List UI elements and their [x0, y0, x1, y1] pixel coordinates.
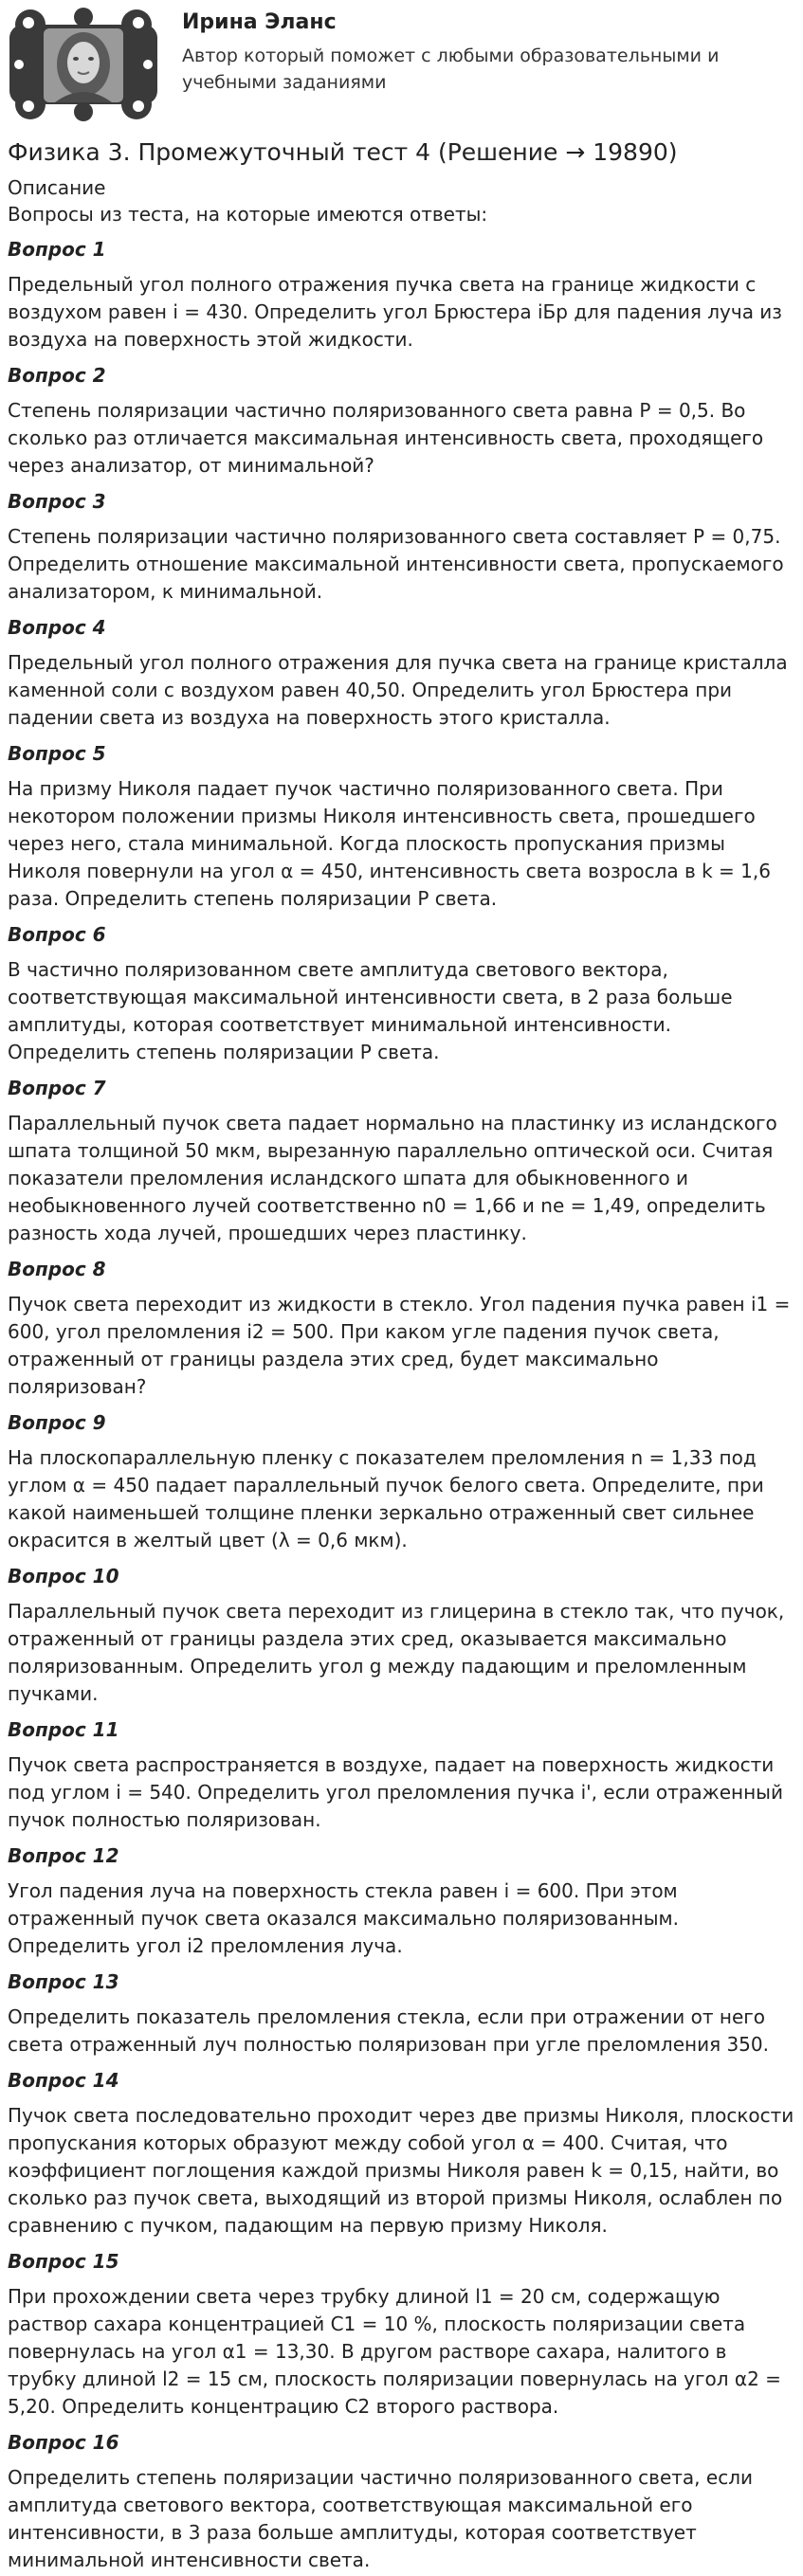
question-title: Вопрос 1 [8, 238, 106, 261]
question-title: Вопрос 9 [8, 1411, 106, 1434]
question-title: Вопрос 10 [8, 1565, 119, 1587]
question-text: Предельный угол полного отражения пучка света на границе жидкости с воздухом равен i = 430. Определить угол Брюстера iБр для падения луча из воздуха на поверхность этой жидкости. [8, 273, 782, 351]
question-item [8, 1968, 794, 2059]
author-info [182, 8, 751, 96]
question-item [8, 2429, 794, 2574]
question-item [8, 1563, 794, 1708]
question-item [8, 2248, 794, 2421]
question-item [8, 1075, 794, 1247]
question-text: На плоскопараллельную пленку с показателем преломления n = 1,33 под углом α = 450 падает параллельный пучок белого света. Определите, при какой наименьшей толщине пленки зеркально отраженный свет сильнее окрасится в желтый цвет (λ = 0,6 мкм). [8, 1446, 764, 1551]
question-title: Вопрос 12 [8, 1844, 119, 1867]
question-title: Вопрос 14 [8, 2069, 119, 2092]
questions-list [0, 236, 803, 2574]
question-text: При прохождении света через трубку длиной l1 = 20 см, содержащую раствор сахара концентрацией C1 = 10 %, плоскость поляризации света повернулась на угол α1 = 13,30. В другом растворе сахара, налитого в трубку длиной l2 = 15 см, плоскость поляризации повернулась на угол α2 = 5,20. Определить концентрацию C2 второго раствора. [8, 2285, 781, 2418]
question-text: Предельный угол полного отражения для пучка света на границе кристалла каменной соли с воздухом равен 40,50. Определить угол Брюстера при падении света из воздуха на поверхность этого кристалла. [8, 651, 788, 729]
question-text: Параллельный пучок света падает нормально на пластинку из исландского шпата толщиной 50 мкм, вырезанную параллельно оптической оси. Считая показатели преломления исландского шпата для обыкновенного и необыкновенного лучей соответственно n0 = 1,66 и ne = 1,49, определить разность хода лучей, прошедших через пластинку. [8, 1112, 777, 1244]
author-header [0, 0, 803, 116]
question-text: Определить показатель преломления стекла, если при отражении от него света отраженный луч полностью поляризован при угле преломления 350. [8, 2005, 769, 2056]
question-item [8, 362, 794, 480]
question-title: Вопрос 4 [8, 616, 106, 639]
question-item [8, 1409, 794, 1554]
document-title: Физика 3. Промежуточный тест 4 (Решение → 19890) [8, 138, 678, 166]
author-name[interactable]: Ирина Эланс [182, 10, 337, 34]
question-text: На призму Николя падает пучок частично поляризованного света. При некотором положении призмы Николя интенсивность света, прошедшего через него, стала минимальной. Когда плоскость пропускания призмы Николя повернули на угол α = 450, интенсивность света возросла в k = 1,6 раза. Определить степень поляризации P света. [8, 777, 771, 910]
question-title: Вопрос 6 [8, 923, 106, 946]
question-text: Угол падения луча на поверхность стекла равен i = 600. При этом отраженный пучок света оказался максимально поляризованным. Определить угол i2 преломления луча. [8, 1879, 679, 1957]
question-title: Вопрос 15 [8, 2250, 119, 2273]
question-text: В частично поляризованном свете амплитуда светового вектора, соответствующая максимальной интенсивности света, в 2 раза больше амплитуды, которая соответствует минимальной интенсивности. Определить степень поляризации P света. [8, 958, 733, 1063]
question-item [8, 921, 794, 1066]
question-title: Вопрос 3 [8, 490, 106, 513]
question-title: Вопрос 13 [8, 1970, 119, 1993]
question-text: Параллельный пучок света переходит из глицерина в стекло так, что пучок, отраженный от границы раздела этих сред, оказывается максимально поляризованным. Определить угол g между падающим и преломленным пучками. [8, 1600, 785, 1705]
question-title: Вопрос 8 [8, 1258, 106, 1280]
question-text: Пучок света распространяется в воздухе, падает на поверхность жидкости под углом i = 540. Определить угол преломления пучка i', если отраженный пучок полностью поляризован. [8, 1753, 783, 1831]
question-text: Пучок света последовательно проходит через две призмы Николя, плоскости пропускания которых образуют между собой угол α = 400. Считая, что коэффициент поглощения каждой призмы Николя равен k = 0,15, найти, во сколько раз пучок света, выходящий из второй призмы Николя, ослаблен по сравнению с пучком, падающим на первую призму Николя. [8, 2104, 794, 2237]
question-item [8, 740, 794, 913]
question-title: Вопрос 7 [8, 1077, 106, 1099]
question-item [8, 2067, 794, 2240]
question-text: Степень поляризации частично поляризованного света составляет P = 0,75. Определить отношение максимальной интенсивности света, пропускаемого анализатором, к минимальной. [8, 525, 784, 603]
questions-intro: Вопросы из теста, на которые имеются ответы: [8, 203, 488, 226]
question-text: Пучок света переходит из жидкости в стекло. Угол падения пучка равен i1 = 600, угол преломления i2 = 500. При каком угле падения пучок света, отраженный от границы раздела этих сред, будет максимально поляризован? [8, 1293, 791, 1398]
question-item [8, 1842, 794, 1960]
question-item [8, 488, 794, 606]
question-item [8, 236, 794, 354]
question-title: Вопрос 5 [8, 742, 106, 765]
question-title: Вопрос 11 [8, 1718, 119, 1741]
question-item [8, 614, 794, 732]
question-text: Определить степень поляризации частично поляризованного света, если амплитуда светового вектора, соответствующая максимальной его интенсивности, в 3 раза больше амплитуды, которая соответствует минимальной интенсивности света. [8, 2466, 753, 2571]
question-item [8, 1716, 794, 1834]
question-title: Вопрос 2 [8, 364, 106, 387]
author-description: Автор который поможет с любыми образовательными и учебными заданиями [182, 45, 720, 93]
question-item [8, 1256, 794, 1401]
description-label: Описание [8, 176, 106, 199]
question-text: Степень поляризации частично поляризованного света равна P = 0,5. Во сколько раз отличается максимальная интенсивность света, проходящего через анализатор, от минимальной? [8, 399, 764, 477]
question-title: Вопрос 16 [8, 2431, 119, 2454]
author-avatar[interactable] [8, 8, 159, 121]
